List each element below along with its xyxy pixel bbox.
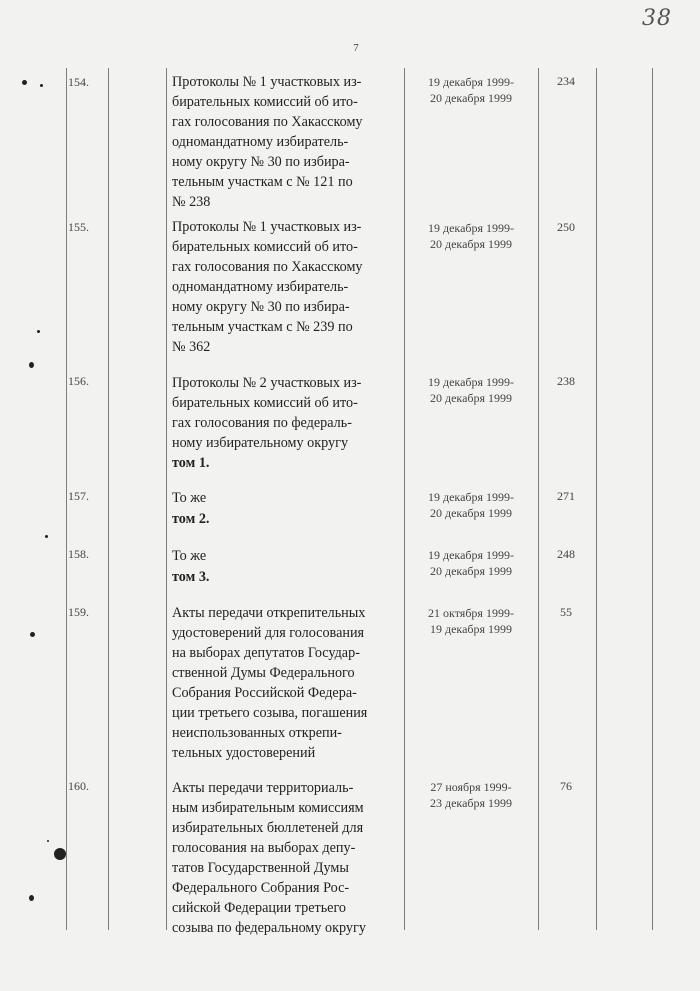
sheet-count: 234 <box>557 74 575 88</box>
row-volume <box>172 453 402 473</box>
row-title: Протоколы № 1 участковых из- бирательных комиссий об ито- гах голосования по Хакасскому одномандатному избиратель- ному округу № 30 по избира- тельным участкам с № 121 по № 238 <box>172 74 363 210</box>
date-to: 20 декабря 1999 <box>429 564 513 578</box>
scan-mark <box>45 535 48 538</box>
row-volume <box>172 509 402 529</box>
date-to: 20 декабря 1999 <box>429 91 513 105</box>
row-date-range <box>408 74 534 106</box>
row-number: 158. <box>68 547 89 561</box>
column-rule <box>596 68 597 930</box>
sheet-count: 238 <box>557 374 575 388</box>
row-date-range <box>408 220 534 252</box>
date-from: 27 ноября 1999- <box>430 780 512 794</box>
row-volume <box>172 567 402 587</box>
page-number: 7 <box>353 42 359 54</box>
row-date-range <box>408 605 534 637</box>
column-rule <box>538 68 539 930</box>
date-from: 21 октября 1999- <box>428 606 514 620</box>
sheet-count: 250 <box>557 220 575 234</box>
row-title: Протоколы № 2 участковых из- бирательных комиссий об ито- гах голосования по федераль- ному избирательному округу <box>172 375 362 451</box>
row-number: 160. <box>68 779 89 793</box>
scan-mark <box>47 840 49 842</box>
date-to: 20 декабря 1999 <box>429 506 513 520</box>
row-number: 154. <box>68 75 89 89</box>
row-title: Акты передачи открепительных удостоверений для голосования на выборах депутатов Государ- ственной Думы Федерального Собрания Российской Федера- ции третьего созыва, погашения неиспользованных открепи- тельных удостоверений <box>172 605 368 761</box>
row-date-range <box>408 779 534 811</box>
sheet-count: 248 <box>557 547 575 561</box>
volume-label: том 2. <box>172 511 210 527</box>
date-to: 20 декабря 1999 <box>429 391 513 405</box>
row-date-range <box>408 374 534 406</box>
scan-mark <box>29 895 34 901</box>
handwritten-sheet-number: 38 <box>642 6 672 31</box>
column-rule <box>66 68 67 930</box>
hole-punch <box>54 848 66 860</box>
date-to: 23 декабря 1999 <box>429 796 513 810</box>
column-rule <box>166 68 167 930</box>
row-title: Протоколы № 1 участковых из- бирательных комиссий об ито- гах голосования по Хакасскому одномандатному избиратель- ному округу № 30 по избира- тельным участкам с № 239 по № 362 <box>172 219 363 355</box>
row-number: 156. <box>68 374 89 388</box>
scan-mark <box>30 632 35 637</box>
row-number: 155. <box>68 220 89 234</box>
date-to: 19 декабря 1999 <box>429 622 513 636</box>
row-date-range <box>408 489 534 521</box>
volume-label: том 1. <box>172 455 210 471</box>
date-from: 19 декабря 1999- <box>427 490 515 504</box>
sheet-count: 271 <box>557 489 575 503</box>
scan-mark <box>22 80 27 85</box>
volume-label: том 3. <box>172 569 210 585</box>
row-number: 157. <box>68 489 89 503</box>
row-title: То же <box>172 490 207 506</box>
row-title: Акты передачи территориаль- ным избирательным комиссиям избирательных бюллетеней для голосования на выборах депу- татов Государственной Думы Федерального Собрания Рос- сийской Федерации третьего созыва по федеральному округу <box>172 780 366 936</box>
column-rule <box>404 68 405 930</box>
date-from: 19 декабря 1999- <box>427 375 515 389</box>
column-rule <box>652 68 653 930</box>
date-from: 19 декабря 1999- <box>427 75 515 89</box>
date-from: 19 декабря 1999- <box>427 221 515 235</box>
row-number: 159. <box>68 605 89 619</box>
date-to: 20 декабря 1999 <box>429 237 513 251</box>
scan-mark <box>29 362 34 368</box>
sheet-count: 76 <box>560 779 572 793</box>
date-from: 19 декабря 1999- <box>427 548 515 562</box>
column-rule <box>108 68 109 930</box>
row-title: То же <box>172 548 207 564</box>
row-date-range <box>408 547 534 579</box>
scan-mark <box>37 330 40 333</box>
scan-mark <box>40 84 43 87</box>
sheet-count: 55 <box>560 605 572 619</box>
